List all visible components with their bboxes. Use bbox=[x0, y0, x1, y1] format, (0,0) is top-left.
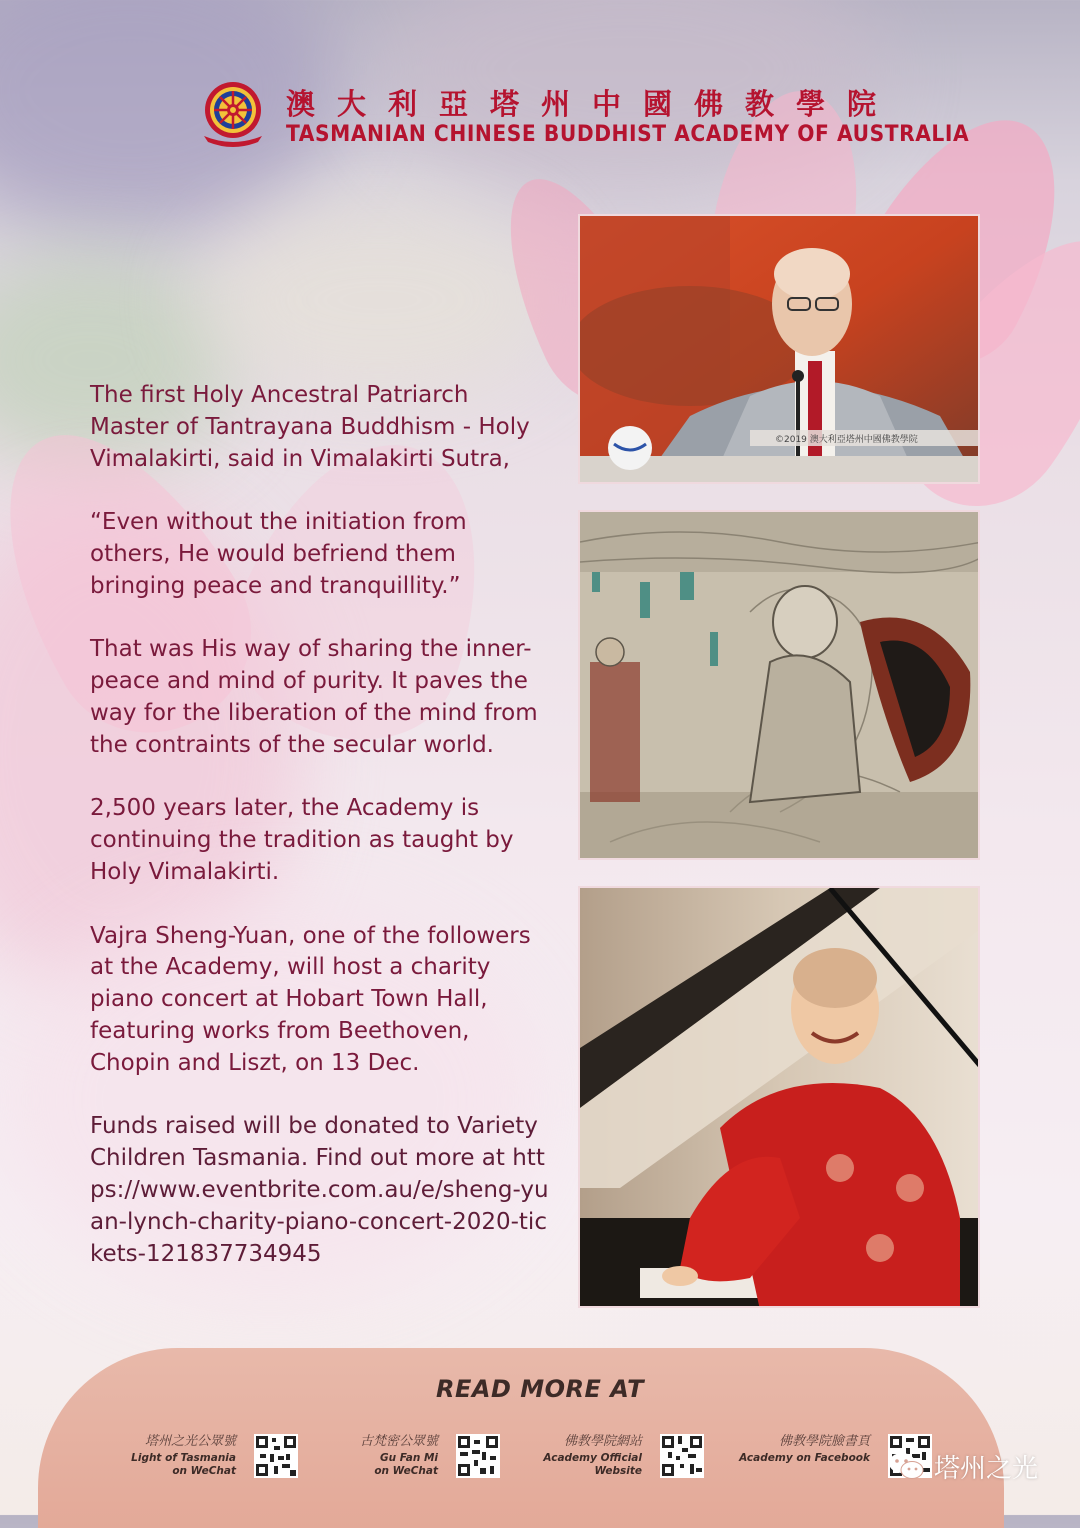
paragraph-sharing: That was His way of sharing the inner-peace and mind of purity. It paves the way for the liberation of the mind from the contraints of the secular world. bbox=[90, 636, 538, 758]
read-more-heading: READ MORE AT bbox=[436, 1375, 644, 1403]
qr-code-icon[interactable] bbox=[456, 1434, 500, 1478]
social-academy-website[interactable] bbox=[543, 1432, 704, 1482]
paragraph-funds-link[interactable]: Funds raised will be donated to Variety Children Tasmania. Find out more at https://www.eventbrite.com.au/e/sheng-yuan-lynch-charity-piano-concert-2020-tickets-121837734945 bbox=[90, 1113, 549, 1267]
dharma-wheel-icon bbox=[196, 76, 270, 150]
social-label: 佛教學院臉書頁 Academy on Facebook bbox=[739, 1434, 870, 1464]
photo-mural-vimalakirti bbox=[578, 510, 980, 860]
paragraph-intro: The first Holy Ancestral Patriarch Master of Tantrayana Buddhism - Holy Vimalakirti, said in Vimalakirti Sutra, bbox=[90, 382, 530, 472]
social-gu-fan-mi-wechat[interactable] bbox=[340, 1432, 500, 1482]
article-body bbox=[90, 380, 552, 1302]
photo-pianist bbox=[578, 886, 980, 1308]
academy-header bbox=[196, 76, 970, 156]
qr-code-icon[interactable] bbox=[254, 1434, 298, 1478]
social-label: 塔州之光公眾號 Light of Tasmania on WeChat bbox=[131, 1434, 236, 1477]
wechat-icon bbox=[888, 1451, 924, 1481]
academy-title-chinese: 澳大利亞塔州中國佛教學院 bbox=[286, 87, 899, 121]
social-label: 佛教學院網站 Academy Official Website bbox=[543, 1434, 642, 1477]
paragraph-quote: “Even without the initiation from others, He would befriend them bringing peace and tranquillity.” bbox=[90, 509, 467, 599]
photo-copyright-caption: ©2019 澳大利亞塔州中國佛教學院 bbox=[775, 435, 918, 445]
watermark-text: 塔州之光 bbox=[934, 1453, 1039, 1484]
wechat-watermark bbox=[888, 1446, 1038, 1486]
photo-master-speaking bbox=[578, 214, 980, 484]
paragraph-tradition: 2,500 years later, the Academy is continuing the tradition as taught by Holy Vimalakirti. bbox=[90, 795, 514, 885]
qr-code-icon[interactable] bbox=[660, 1434, 704, 1478]
paragraph-concert: Vajra Sheng-Yuan, one of the followers at the Academy, will host a charity piano concert at Hobart Town Hall, featuring works from Beethoven, Chopin and Liszt, on 13 Dec. bbox=[90, 922, 531, 1076]
social-label: 古梵密公眾號 Gu Fan Mi on WeChat bbox=[359, 1434, 438, 1477]
academy-title-english: TASMANIAN CHINESE BUDDHIST ACADEMY OF AUSTRALIA bbox=[286, 122, 970, 147]
social-light-of-tasmania-wechat[interactable] bbox=[120, 1432, 298, 1482]
